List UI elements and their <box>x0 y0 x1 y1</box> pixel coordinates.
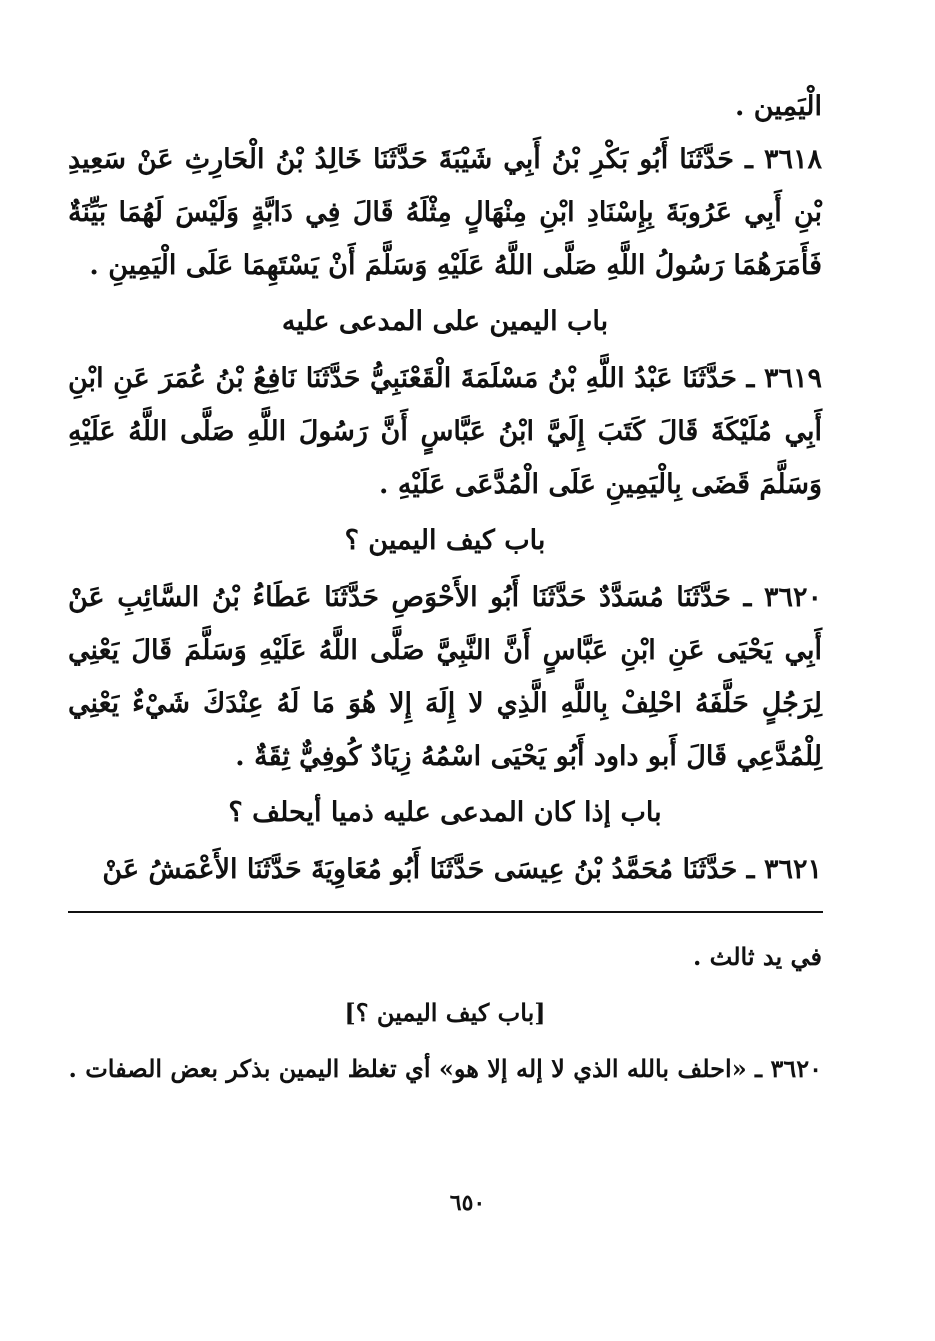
note-heading: [باب كيف اليمين ؟] <box>344 998 546 1027</box>
page-number: ٦٥٠ <box>449 1190 486 1216</box>
note-continuation: في يد ثالث . <box>692 942 822 971</box>
hadith-3619: ٣٦١٩ ـ حَدَّثَنَا عَبْدُ اللَّهِ بْنُ مَسْلَمَةَ الْقَعْنَبِيُّ حَدَّثَنَا نَافِعُ بْنُ عُمَرَ عَنِ ابْنِ أَبِي مُلَيْكَةَ قَالَ كَتَبَ إِلَيَّ ابْنُ عَبَّاسٍ أَنَّ رَسُولَ اللَّهِ صَلَّى اللَّهُ عَلَيْهِ وَسَلَّمَ قَضَى بِالْيَمِينِ عَلَى الْمُدَّعَى عَلَيْهِ . <box>68 363 822 500</box>
main-text <box>68 80 822 896</box>
note-3620: ٣٦٢٠ ـ «احلف بالله الذي لا إله إلا هو» أي تغلظ اليمين بذكر بعض الصفات . <box>68 1054 822 1083</box>
footnote-divider <box>68 911 823 913</box>
hadith-3618: ٣٦١٨ ـ حَدَّثَنَا أَبُو بَكْرِ بْنُ أَبِي شَيْبَةَ حَدَّثَنَا خَالِدُ بْنُ الْحَارِثِ عَنْ سَعِيدِ بْنِ أَبِي عَرُوبَةَ بِإِسْنَادِ ابْنِ مِنْهَالٍ مِثْلَهُ قَالَ فِي دَابَّةٍ وَلَيْسَ لَهُمَا بَيِّنَةٌ فَأَمَرَهُمَا رَسُولُ اللَّهِ صَلَّى اللَّهُ عَلَيْهِ وَسَلَّمَ أَنْ يَسْتَهِمَا عَلَى الْيَمِينِ . <box>68 144 822 281</box>
hadith-3620: ٣٦٢٠ ـ حَدَّثَنَا مُسَدَّدٌ حَدَّثَنَا أَبُو الأَحْوَصِ حَدَّثَنَا عَطَاءُ بْنُ السَّائِبِ عَنْ أَبِي يَحْيَى عَنِ ابْنِ عَبَّاسٍ أَنَّ النَّبِيَّ صَلَّى اللَّهُ عَلَيْهِ وَسَلَّمَ قَالَ يَعْنِي لِرَجُلٍ حَلَّفَهُ احْلِفْ بِاللَّهِ الَّذِي لا إِلَهَ إِلا هُوَ مَا لَهُ عِنْدَكَ شَيْءٌ يَعْنِي لِلْمُدَّعِي قَالَ أَبو داود أَبُو يَحْيَى اسْمُهُ زِيَادٌ كُوفِيٌّ ثِقَةٌ . <box>68 582 822 772</box>
chapter-heading: باب كيف اليمين ؟ <box>344 525 546 556</box>
footnotes <box>68 932 822 1094</box>
hadith-3621: ٣٦٢١ ـ حَدَّثَنَا مُحَمَّدُ بْنُ عِيسَى حَدَّثَنَا أَبُو مُعَاوِيَةَ حَدَّثَنَا الأَعْمَشُ عَنْ <box>102 854 822 885</box>
chapter-heading: باب إذا كان المدعى عليه ذميا أيحلف ؟ <box>228 797 662 828</box>
chapter-heading: باب اليمين على المدعى عليه <box>281 306 609 337</box>
continuation-text: الْيَمِين . <box>735 91 822 122</box>
